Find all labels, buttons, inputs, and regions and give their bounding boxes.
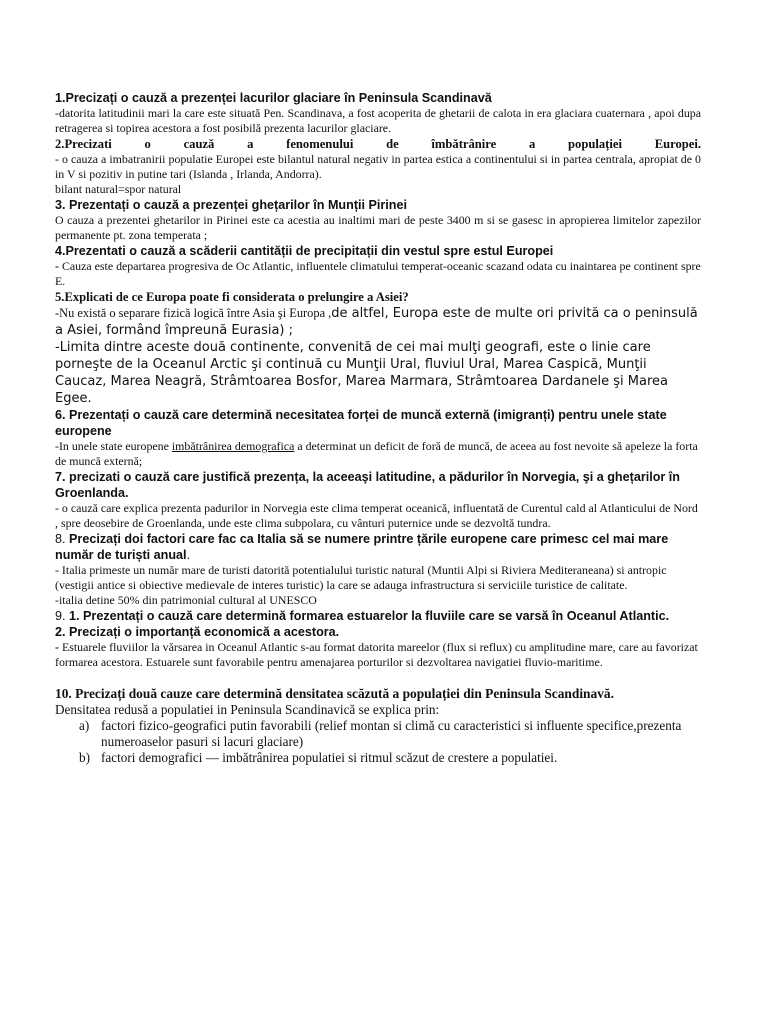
answer-6-end: a determinat un deficit de foră de muncă, de aceea au fost nevoite să apeleze la forta de muncă externă; (55, 439, 698, 468)
question-9-part2: 2. Precizați o importanță economică a acestora. (55, 625, 340, 639)
answer-5a-rest: de altfel, Europa este de multe ori privită ca o peninsulă a Asiei, formând împreună Eurasia) ; (55, 306, 698, 338)
answer-4 (55, 259, 701, 289)
answer-6-start: -In unele state europene (55, 439, 172, 453)
answer-2-note: bilant natural=spor natural (55, 182, 182, 196)
answer-2: - o cauza a imbatranirii populatie Europei este bilantul natural negativ in partea estica a continentului si in partea centrala, apropiat de 0 in V si pozitiv in putine tari (Islanda , Irlanda, Andorra). (55, 152, 701, 181)
question-2-title: 2.Precizati o cauză a fenomenului de îmbătrânire a populației Europei. (55, 137, 701, 151)
answer-8-note: -italia detine 50% din patrimonial cultural al UNESCO (55, 593, 317, 607)
answer-5a (55, 305, 701, 339)
answer-10-list (55, 718, 701, 766)
answer-5b: -Limita dintre aceste două continente, convenită de cei mai mulţi geografi, este o linie care porneşte de la Oceanul Arctic şi continuă cu Munţii Ural, fluviul Ural, Marea Caspică, Munţii Caucaz, Marea Neagră, Strâmtoarea Bosfor, Marea Marmara, Strâmtoarea Dardanele şi Marea Egee. (55, 340, 668, 406)
question-8-end: . (186, 548, 191, 562)
answer-3: O cauza a prezentei ghetarilor in Pirinei este ca acestia au inaltimi mari de peste 3400 m si se gasesc in apropierea limitelor zapezilor permanente pt. zona temperata ; (55, 213, 701, 242)
answer-9-text: Estuarele fluviilor la vărsarea in Oceanul Atlantic s-au format datorita mareelor (flux si reflux) cu amplitudine mare, care au favorizat formarea acestora. Estuarele sunt favorabile pentru amenajarea porturilor si dezvoltarea navigatiei fluvio-maritime. (55, 640, 698, 669)
answer-6-link[interactable]: imbătrânirea demografica (171, 439, 295, 453)
list-marker: a) (79, 718, 90, 733)
spacer (55, 670, 701, 686)
question-8-number: 8. (55, 532, 70, 546)
answer-5a-start: -Nu există o separare fizică logică între Asia şi Europa , (55, 306, 332, 320)
list-item-text: factori demografici — imbătrânirea populatiei si ritmul scăzut de crestere a populatiei. (101, 750, 558, 765)
question-9-part1: 1. Prezentați o cauză care determină formarea estuarelor la fluviile care se varsă în Oceanul Atlantic. (65, 609, 670, 623)
answer-6 (55, 439, 701, 469)
answer-9-dash: - (55, 640, 59, 654)
question-8-text: Precizați doi factori care fac ca Italia să se numere printre țările europene care primesc cel mai mare număr de turiști anual (55, 532, 669, 562)
answer-10-intro: Densitatea redusă a populatiei in Peninsula Scandinavică se explica prin: (55, 702, 440, 717)
answer-9 (55, 640, 701, 670)
question-10-title: 10. Precizați două cauze care determină densitatea scăzută a populației din Peninsula Scandinavă. (55, 686, 614, 701)
answer-4-text: Cauza este departarea progresiva de Oc Atlantic, influentele climatului temperat-oceanic scazand odata cu inaintarea pe continent spre E. (55, 259, 701, 288)
question-7-title: 7. precizati o cauză care justifică prezența, la aceeaşi latitudine, a pădurilor în Norvegia, şi a ghețarilor în Groenlanda. (55, 470, 681, 500)
list-item (79, 718, 701, 750)
answer-7: - o cauză care explica prezenta padurilor in Norvegia este clima temperat oceanică, influentată de Curentul cald al Atlanticului de Nord , spre deosebire de Groenlanda, unde este clima subpolara, cu vânturi puternice unde se dezvoltă tundra. (55, 501, 698, 530)
answer-1: -datorita latitudinii mari la care este situată Pen. Scandinava, a fost acoperita de ghetarii de calota in era glaciara cuaternara , apoi dupa retragerea si topirea acestora a fost posibilă prezenta lacurilor glaciare. (55, 106, 701, 135)
question-6-title: 6. Prezentați o cauză care determină necesitatea forței de muncă externă (imigranți) pentru unele state europene (55, 408, 667, 438)
list-marker: b) (79, 750, 90, 765)
question-8-title (55, 531, 701, 563)
question-9-number: 9. (55, 609, 66, 623)
question-4-title: 4.Prezentati o cauză a scăderii cantității de precipitații din vestul spre estul Europei (55, 244, 554, 258)
list-item (79, 750, 701, 766)
question-3-title: 3. Prezentați o cauză a prezenței ghețarilor în Munții Pirinei (55, 198, 408, 212)
list-item-text: factori fizico-geografici putin favorabili (relief montan si climă cu caracteristici si influente specifice,prezenta numeroaselor pasuri si lacuri glaciare) (101, 718, 682, 749)
answer-4-dash: - (55, 259, 59, 273)
question-9-title (55, 608, 701, 624)
document-page (55, 90, 701, 766)
question-5-title: 5.Explicati de ce Europa poate fi considerata o prelungire a Asiei? (55, 290, 409, 304)
answer-8: - Italia primeste un număr mare de turisti datorită potentialului turistic natural (Muntii Alpi si Riviera Mediteraneana) si antropic (vestigii antice si obiective medievale de interes turistic) la care se adauga infrastructura si serviciile turistice de calitate. (55, 563, 667, 592)
question-1-title: 1.Precizați o cauză a prezenței lacurilor glaciare în Peninsula Scandinavă (55, 91, 492, 105)
